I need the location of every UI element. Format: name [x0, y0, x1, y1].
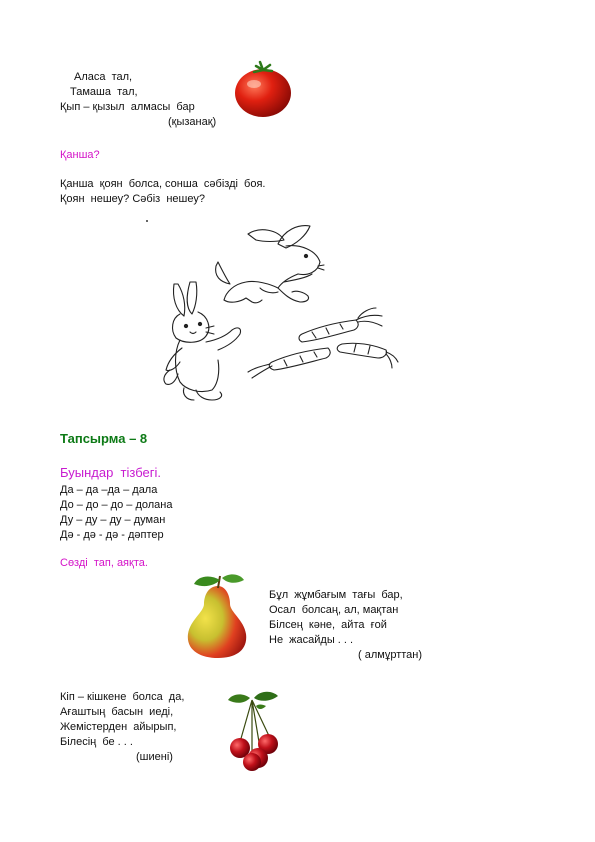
word-task-title: Сөзді тап, аяқта. — [60, 557, 148, 569]
riddle-pear-line-2: Осал болсаң, ал, мақтан — [269, 604, 399, 616]
riddle-tomato-line-1: Аласа тал, — [74, 71, 133, 83]
riddle-tomato-line-2: Тамаша тал, — [70, 86, 138, 98]
pear-image — [180, 572, 256, 660]
riddle-cherry-line-3: Жемістерден айырып, — [60, 721, 177, 733]
counting-title: Қанша? — [60, 149, 100, 161]
rabbit-running — [216, 226, 324, 303]
carrot-1 — [299, 308, 382, 342]
riddle-tomato — [60, 70, 216, 130]
riddle-pear-line-4: Не жасайды . . . — [269, 634, 354, 646]
counting-line-1: Қанша қоян болса, сонша сәбізді боя. — [60, 178, 266, 190]
riddle-pear-answer: ( алмұрттан) — [358, 649, 423, 661]
riddle-tomato-line-3: Қып – қызыл алмасы бар — [60, 101, 195, 113]
syllable-line-4: Дә - дә - дә - дәптер — [60, 529, 164, 541]
riddle-cherry-line-2: Ағаштың басын иеді, — [60, 706, 174, 718]
counting-line-2: Қоян нешеу? Сәбіз нешеу? — [60, 193, 205, 205]
riddle-cherry-answer: (шиені) — [136, 751, 173, 763]
riddle-cherry-line-4: Білесің бе . . . — [60, 736, 133, 748]
syllable-line-1: Да – да –да – дала — [60, 484, 158, 496]
stray-dot — [146, 220, 148, 222]
task8-heading: Тапсырма – 8 — [60, 431, 148, 446]
syllable-line-3: Ду – ду – ду – думан — [60, 514, 166, 526]
riddle-pear — [269, 588, 422, 663]
riddle-cherry — [60, 690, 184, 765]
tomato-image — [232, 60, 294, 118]
task8-subtitle: Буындар тізбегі. — [60, 465, 161, 480]
riddle-pear-line-3: Білсең кәне, айта ғой — [269, 619, 387, 631]
carrot-2 — [248, 348, 330, 378]
riddle-pear-line-1: Бұл жұмбағым тағы бар, — [269, 589, 403, 601]
syllable-chain — [60, 483, 172, 543]
rabbits-carrots-drawing — [160, 222, 400, 404]
riddle-cherry-line-1: Кіп – кішкене болса да, — [60, 691, 185, 703]
syllable-line-2: До – до – до – долана — [60, 499, 173, 511]
carrot-3 — [337, 343, 398, 368]
riddle-tomato-answer: (қызанақ) — [168, 116, 217, 128]
rabbit-standing — [164, 282, 241, 400]
cherry-image — [226, 688, 288, 776]
